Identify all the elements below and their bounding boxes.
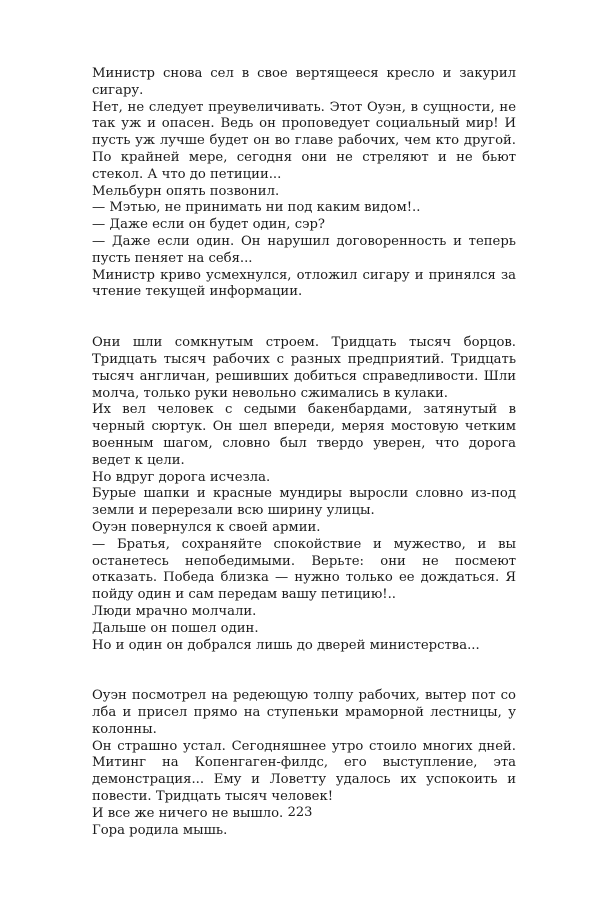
paragraph: Но вдруг дорога исчезла.	[92, 469, 271, 485]
page-number: 223	[287, 805, 313, 820]
page-body	[92, 66, 516, 839]
paragraph: Нет, не следует преувеличивать. Этот Оуэн, в сущности, не так уж и опасен. Ведь он проповедует социальный мир! И пусть уж лучше будет он во главе рабочих, чем кто другой. По крайней мере, сегодня они не стреляют и не бьют стекол. А что до петиции...	[92, 99, 516, 182]
paragraph: Люди мрачно молчали.	[92, 603, 257, 619]
dialogue-line: — Даже если он будет один, сэр?	[92, 217, 325, 233]
paragraph: Оуэн посмотрел на редеющую толпу рабочих, вытер пот со лба и присел прямо на ступеньки мраморной лестницы, у колонны.	[92, 688, 516, 737]
paragraph: Дальше он пошел один.	[92, 620, 259, 636]
paragraph: Их вел человек с седыми бакенбардами, затянутый в черный сюртук. Он шел впереди, меряя мостовую четким военным шагом, словно был твердо уверен, что дорога ведет к цели.	[92, 402, 516, 468]
paragraph: Оуэн повернулся к своей армии.	[92, 519, 321, 535]
paragraph: Он страшно устал. Сегодняшнее утро стоило многих дней. Митинг на Копенгаген-филдс, его выступление, эта демонстрация... Ему и Ловетту удалось их успокоить и повести. Тридцать тысяч человек!	[92, 738, 516, 805]
text-section-march	[92, 335, 516, 654]
paragraph: Мельбурн опять позвонил.	[92, 183, 280, 199]
paragraph: Министр криво усмехнулся, отложил сигару и принялся за чтение текущей информации.	[92, 267, 516, 300]
paragraph: Министр снова сел в свое вертящееся кресло и закурил сигару.	[92, 66, 516, 98]
dialogue-line: — Братья, сохраняйте спокойствие и мужество, и вы останетесь непобедимыми. Верьте: они не посмеют отказать. Победа близка — нужно только ее дождаться. Я пойду один и сам передам вашу петицию!..	[92, 536, 516, 603]
paragraph: Они шли сомкнутым строем. Тридцать тысяч борцов. Тридцать тысяч рабочих с разных предприятий. Тридцать тысяч англичан, решивших добиться справедливости. Шли молча, только руки невольно сжимались в кулаки.	[92, 335, 516, 401]
paragraph: Бурые шапки и красные мундиры выросли словно из-под земли и перерезали всю ширину улицы.	[92, 486, 516, 519]
dialogue-line: — Мэтью, не принимать ни под каким видом!..	[92, 200, 421, 216]
paragraph: И все же ничего не вышло.	[92, 805, 284, 821]
text-section-ministry	[92, 66, 516, 301]
paragraph: Но и один он добрался лишь до дверей министерства...	[92, 637, 480, 653]
dialogue-line: — Даже если один. Он нарушил договоренность и теперь пусть пеняет на себя...	[92, 233, 516, 266]
paragraph: Гора родила мышь.	[92, 822, 228, 838]
